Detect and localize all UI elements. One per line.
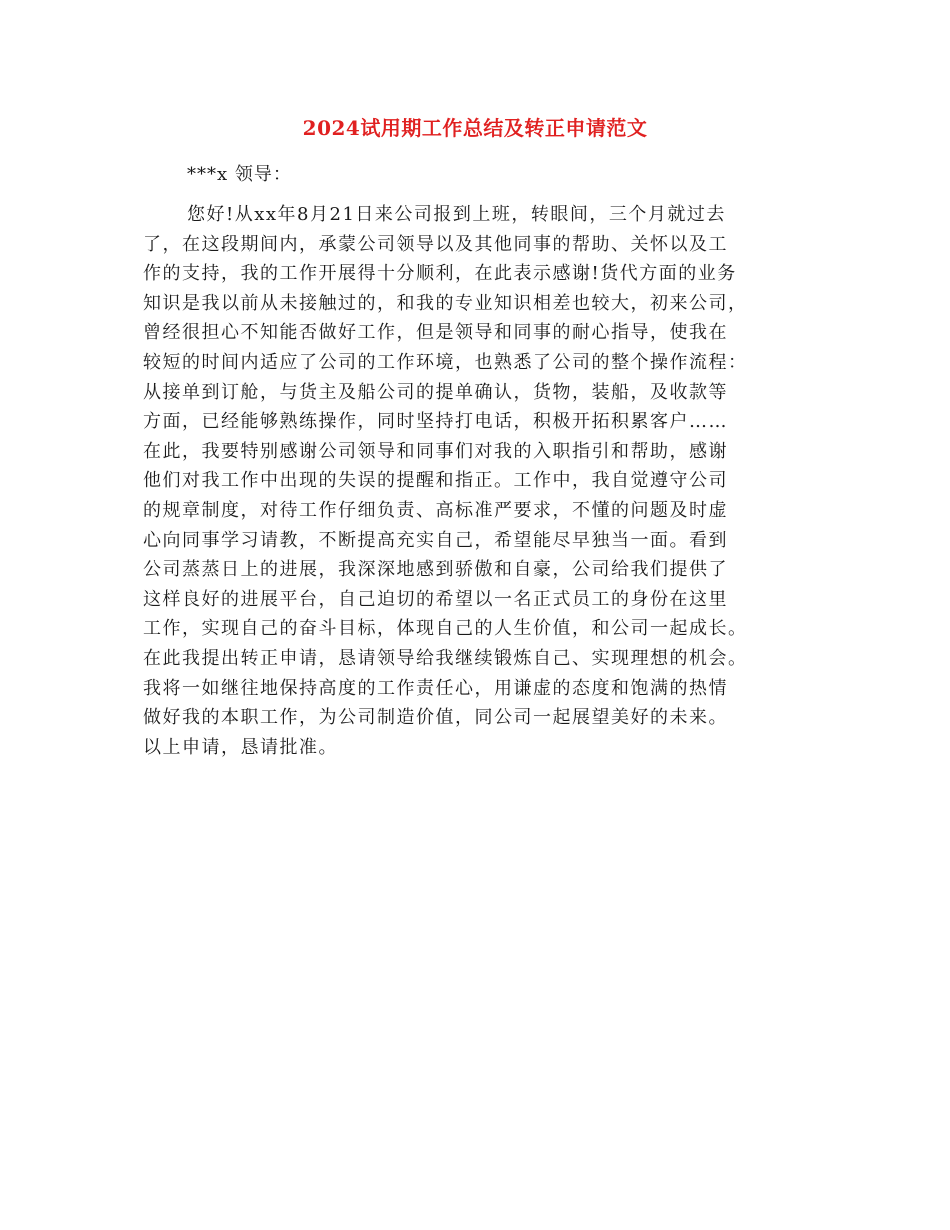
- text-line: 您好!从xx年8月21日来公司报到上班，转眼间，三个月就过去: [187, 204, 726, 225]
- text-line: 这样良好的进展平台，自己迫切的希望以一名正式员工的身份在这里: [143, 588, 728, 610]
- document-title: 2024试用期工作总结及转正申请范文: [302, 116, 648, 140]
- salutation: ***x 领导：: [187, 164, 292, 185]
- text-line: 他们对我工作中出现的失误的提醒和指正。工作中，我自觉遵守公司: [143, 470, 728, 492]
- text-line: 以上申请，恳请批准。: [143, 736, 338, 758]
- text-line: 作的支持，我的工作开展得十分顺利，在此表示感谢!货代方面的业务: [143, 263, 737, 285]
- text-line: 从接单到订舱，与货主及船公司的提单确认，货物，装船，及收款等: [143, 381, 728, 403]
- text-line: 的规章制度，对待工作仔细负责、高标准严要求，不懂的问题及时虚: [143, 499, 728, 521]
- text-line: 知识是我以前从未接触过的，和我的专业知识相差也较大，初来公司，: [143, 292, 748, 314]
- text-line: 工作，实现自己的奋斗目标，体现自己的人生价值，和公司一起成长。: [143, 618, 748, 640]
- text-line: 公司蒸蒸日上的进展，我深深地感到骄傲和自豪，公司给我们提供了: [143, 559, 728, 581]
- body-text: [143, 200, 823, 762]
- text-line: 我将一如继往地保持高度的工作责任心，用谦虚的态度和饱满的热情: [143, 677, 728, 699]
- text-line: 在此，我要特别感谢公司领导和同事们对我的入职指引和帮助，感谢: [143, 440, 728, 462]
- text-line: 在此我提出转正申请，恳请领导给我继续锻炼自己、实现理想的机会。: [143, 647, 748, 669]
- text-line: 较短的时间内适应了公司的工作环境，也熟悉了公司的整个操作流程：: [143, 351, 748, 373]
- text-line: 做好我的本职工作，为公司制造价值，同公司一起展望美好的未来。: [143, 707, 728, 729]
- text-line: 曾经很担心不知能否做好工作，但是领导和同事的耐心指导，使我在: [143, 322, 728, 344]
- text-line: 方面，已经能够熟练操作，同时坚持打电话，积极开拓积累客户……: [143, 411, 728, 433]
- text-line: 心向同事学习请教，不断提高充实自己，希望能尽早独当一面。看到: [143, 529, 728, 551]
- text-line: 了，在这段期间内，承蒙公司领导以及其他同事的帮助、关怀以及工: [143, 233, 728, 255]
